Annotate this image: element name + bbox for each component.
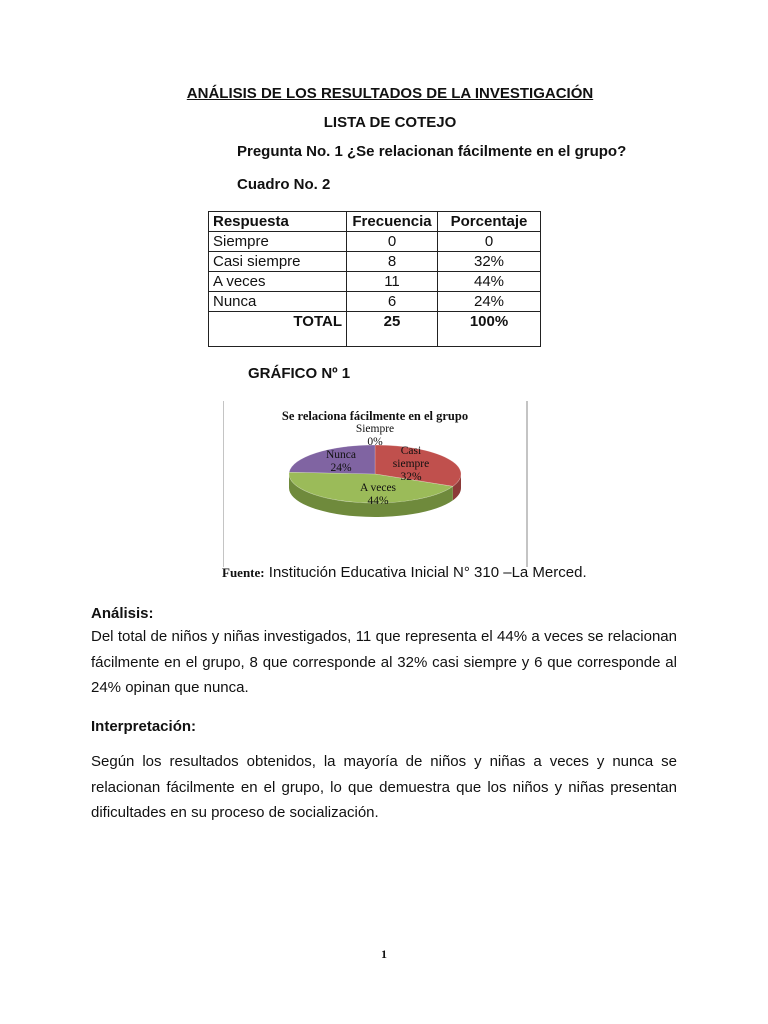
table-header-row [209,212,541,232]
results-table [208,211,541,347]
cell-frecuencia: 0 [347,232,438,252]
analysis-heading: Análisis: [91,605,154,622]
cell-porcentaje: 0 [438,232,541,252]
question-heading: Pregunta No. 1 ¿Se relacionan fácilmente en el grupo? [237,143,627,160]
header-frecuencia: Frecuencia [347,212,438,232]
data-label-a-veces: A veces 44% [359,482,397,507]
chart-caption: GRÁFICO Nº 1 [248,365,351,382]
cell-frecuencia: 8 [347,252,438,272]
cell-porcentaje: 24% [438,292,541,312]
interpretation-paragraph: Según los resultados obtenidos, la mayoría de niños y niñas a veces y nunca se relacionan fácilmente en el grupo, lo que demuestra que los niños y niñas presentan dificultades en su proceso de socialización. [91,753,677,821]
cell-porcentaje: 32% [438,252,541,272]
cell-frecuencia: 6 [347,292,438,312]
cell-porcentaje: 44% [438,272,541,292]
header-respuesta: Respuesta [209,212,347,232]
chart-title: Se relaciona fácilmente en el grupo [281,409,469,423]
document-subtitle: LISTA DE COTEJO [323,114,457,131]
total-label: TOTAL [209,312,347,347]
document-title: ANÁLISIS DE LOS RESULTADOS DE LA INVESTIGACIÓN [186,85,594,102]
pie-chart-svg [223,401,528,567]
table-row [209,272,541,292]
table-row [209,292,541,312]
cell-respuesta: Nunca [209,292,347,312]
table-row [209,252,541,272]
table-row [209,232,541,252]
cell-respuesta: Casi siempre [209,252,347,272]
table-total-row [209,312,541,347]
source-line [222,564,587,581]
cell-frecuencia: 11 [347,272,438,292]
total-frecuencia: 25 [347,312,438,347]
total-porcentaje: 100% [438,312,541,347]
data-label-casi-siempre: Casi siempre 32% [392,445,430,483]
pie-chart [223,401,528,567]
cell-respuesta: A veces [209,272,347,292]
data-label-nunca: Nunca 24% [325,449,357,474]
source-text: Institución Educativa Inicial N° 310 –La Merced. [264,564,587,581]
page-number: 1 [381,947,387,961]
interpretation-heading: Interpretación: [91,718,197,735]
source-label: Fuente: [222,565,265,580]
header-porcentaje: Porcentaje [438,212,541,232]
cell-respuesta: Siempre [209,232,347,252]
table-caption: Cuadro No. 2 [237,176,331,193]
analysis-paragraph: Del total de niños y niñas investigados, 11 que representa el 44% a veces se relacionan fácilmente en el grupo, 8 que corresponde al 32% casi siempre y 6 que corresponde al 24% opinan que nunca. [91,628,677,696]
data-label-siempre: Siempre 0% [355,423,395,448]
